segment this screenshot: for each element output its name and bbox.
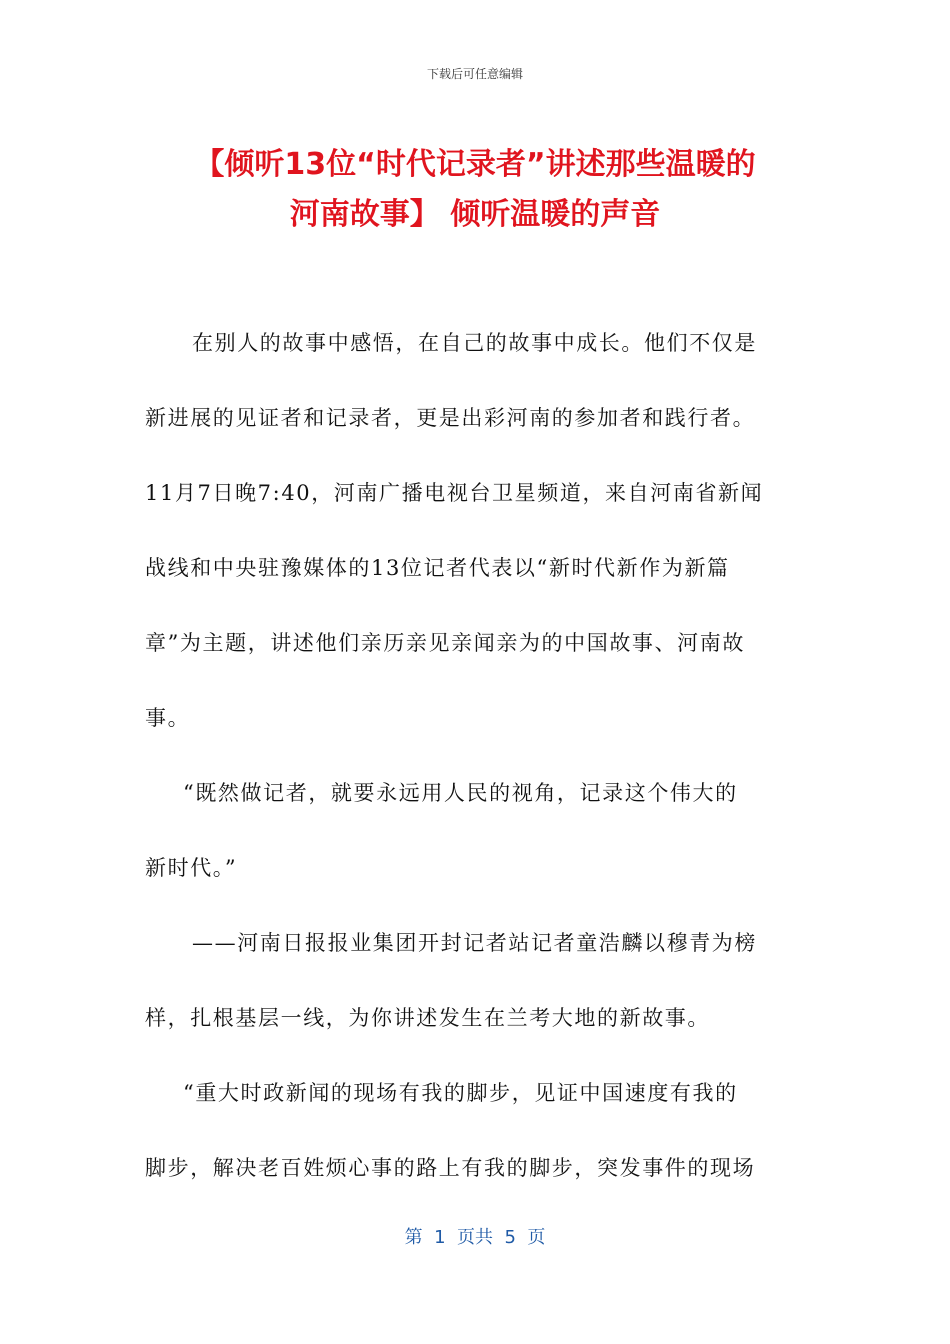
text-line: 在别人的故事中感悟，在自己的故事中成长。他们不仅是 <box>192 331 757 355</box>
document-title <box>120 140 830 240</box>
text-line: 战线和中央驻豫媒体的13位记者代表以“新时代新作为新篇 <box>145 556 730 580</box>
paragraph-2 <box>145 773 805 923</box>
page-footer <box>0 1226 950 1250</box>
text-line: 新时代。” <box>145 856 238 880</box>
text-line: “重大时政新闻的现场有我的脚步，见证中国速度有我的 <box>183 1081 738 1105</box>
text-line: 章”为主题，讲述他们亲历亲见亲闻亲为的中国故事、河南故 <box>145 631 745 655</box>
text-line: 脚步，解决老百姓烦心事的路上有我的脚步，突发事件的现场 <box>145 1156 756 1180</box>
title-line-2: 河南故事】 倾听温暖的声音 <box>289 197 661 232</box>
title-line-1: 【倾听13位“时代记录者”讲述那些温暖的 <box>194 147 756 182</box>
document-body <box>145 323 805 1223</box>
paragraph-4 <box>145 1073 805 1223</box>
paragraph-1 <box>145 323 805 773</box>
text-line: 11月7日晚7:40，河南广播电视台卫星频道，来自河南省新闻 <box>145 481 764 505</box>
text-line: “既然做记者，就要永远用人民的视角，记录这个伟大的 <box>183 781 738 805</box>
text-line: 新进展的见证者和记录者，更是出彩河南的参加者和践行者。 <box>145 406 756 430</box>
text-line: 事。 <box>145 706 191 730</box>
text-line: ——河南日报报业集团开封记者站记者童浩麟以穆青为榜 <box>192 931 757 955</box>
paragraph-3 <box>145 923 805 1073</box>
page-number: 第 1 页共 5 页 <box>404 1227 546 1248</box>
text-line: 样，扎根基层一线，为你讲述发生在兰考大地的新故事。 <box>145 1006 710 1030</box>
download-note: 下载后可任意编辑 <box>426 67 523 81</box>
